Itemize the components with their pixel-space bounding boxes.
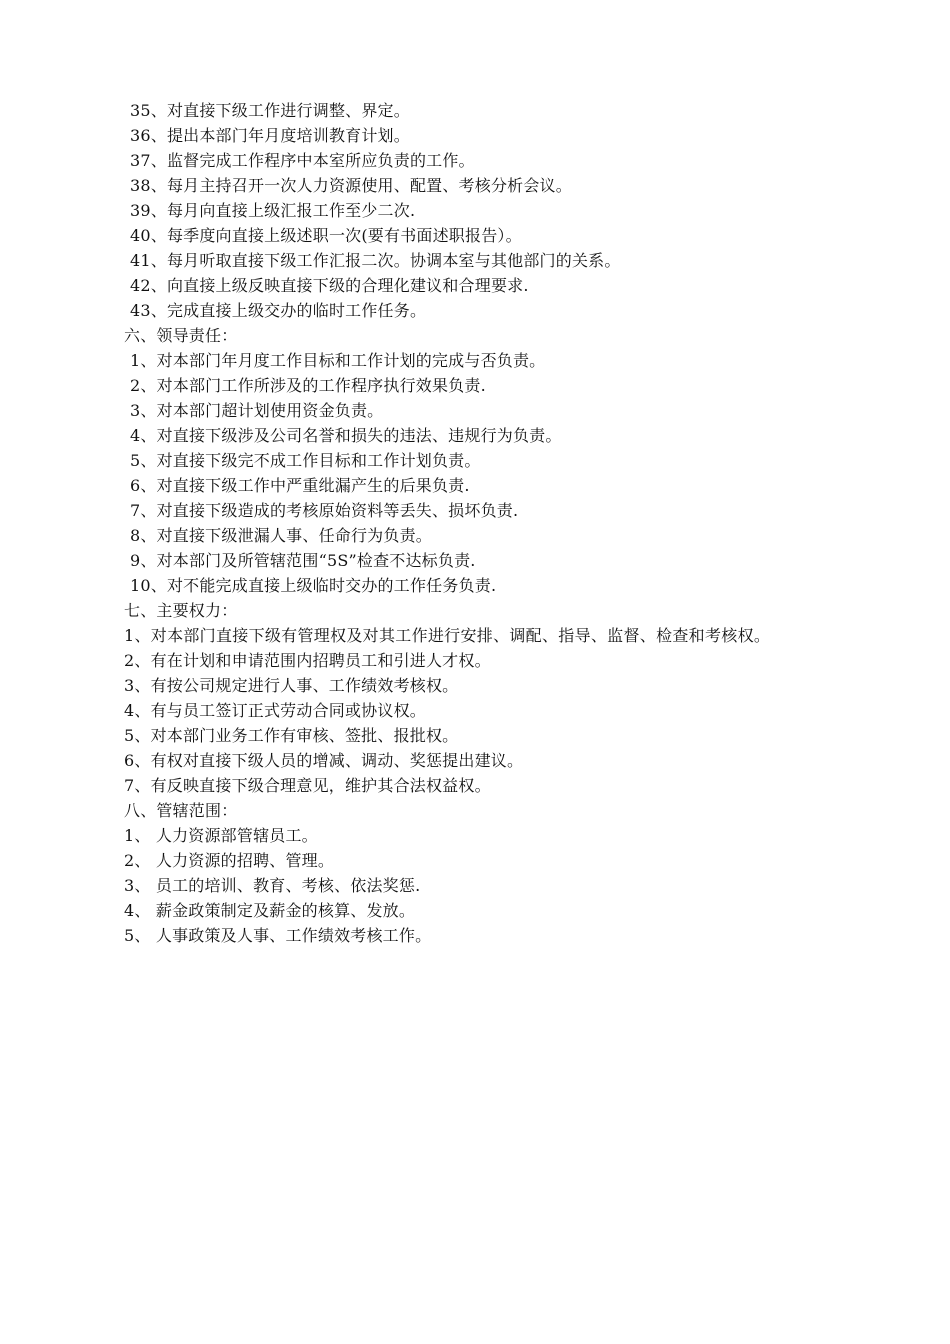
responsibility-item: 4、对直接下级涉及公司名誉和损失的违法、违规行为负责。 <box>130 426 562 445</box>
document-body <box>92 98 862 948</box>
responsibility-item: 8、对直接下级泄漏人事、任命行为负责。 <box>130 526 432 545</box>
jurisdiction-item: 2、 人力资源的招聘、管理。 <box>124 851 335 870</box>
duty-item: 36、提出本部门年月度培训教育计划。 <box>130 126 410 145</box>
responsibility-item: 9、对本部门及所管辖范围“5S”检查不达标负责. <box>130 551 476 570</box>
jurisdiction-item: 5、 人事政策及人事、工作绩效考核工作。 <box>124 926 432 945</box>
section-heading-jurisdiction: 八、管辖范围： <box>124 801 238 820</box>
authority-item: 5、对本部门业务工作有审核、签批、报批权。 <box>124 726 459 745</box>
jurisdiction-item: 4、 薪金政策制定及薪金的核算、发放。 <box>124 901 416 920</box>
authority-item: 1、对本部门直接下级有管理权及对其工作进行安排、调配、指导、监督、检查和考核权。 <box>124 626 771 645</box>
authority-item: 2、有在计划和申请范围内招聘员工和引进人才权。 <box>124 651 491 670</box>
duty-item: 42、向直接上级反映直接下级的合理化建议和合理要求. <box>130 276 529 295</box>
authority-item: 7、有反映直接下级合理意见，维护其合法权益权。 <box>124 776 491 795</box>
responsibility-item: 10、对不能完成直接上级临时交办的工作任务负责. <box>130 576 497 595</box>
responsibility-item: 3、对本部门超计划使用资金负责。 <box>130 401 384 420</box>
responsibility-item: 1、对本部门年月度工作目标和工作计划的完成与否负责。 <box>130 351 546 370</box>
responsibility-item: 7、对直接下级造成的考核原始资料等丢失、损坏负责. <box>130 501 519 520</box>
section-heading-authority: 七、主要权力： <box>124 601 238 620</box>
duty-item: 40、每季度向直接上级述职一次(要有书面述职报告）。 <box>130 226 522 245</box>
authority-item: 6、有权对直接下级人员的增减、调动、奖惩提出建议。 <box>124 751 524 770</box>
duty-item: 35、对直接下级工作进行调整、界定。 <box>130 101 410 120</box>
responsibility-item: 5、对直接下级完不成工作目标和工作计划负责。 <box>130 451 481 470</box>
authority-item: 3、有按公司规定进行人事、工作绩效考核权。 <box>124 676 459 695</box>
duty-item: 38、每月主持召开一次人力资源使用、配置、考核分析会议。 <box>130 176 572 195</box>
authority-item: 4、有与员工签订正式劳动合同或协议权。 <box>124 701 426 720</box>
duty-item: 39、每月向直接上级汇报工作至少二次. <box>130 201 416 220</box>
duty-item: 43、完成直接上级交办的临时工作任务。 <box>130 301 427 320</box>
duty-item: 37、监督完成工作程序中本室所应负责的工作。 <box>130 151 475 170</box>
section-heading-leadership: 六、领导责任： <box>124 326 238 345</box>
duty-item: 41、每月听取直接下级工作汇报二次。协调本室与其他部门的关系。 <box>130 251 621 270</box>
jurisdiction-item: 3、 员工的培训、教育、考核、依法奖惩. <box>124 876 421 895</box>
jurisdiction-item: 1、 人力资源部管辖员工。 <box>124 826 318 845</box>
responsibility-item: 6、对直接下级工作中严重纰漏产生的后果负责. <box>130 476 470 495</box>
responsibility-item: 2、对本部门工作所涉及的工作程序执行效果负责. <box>130 376 486 395</box>
